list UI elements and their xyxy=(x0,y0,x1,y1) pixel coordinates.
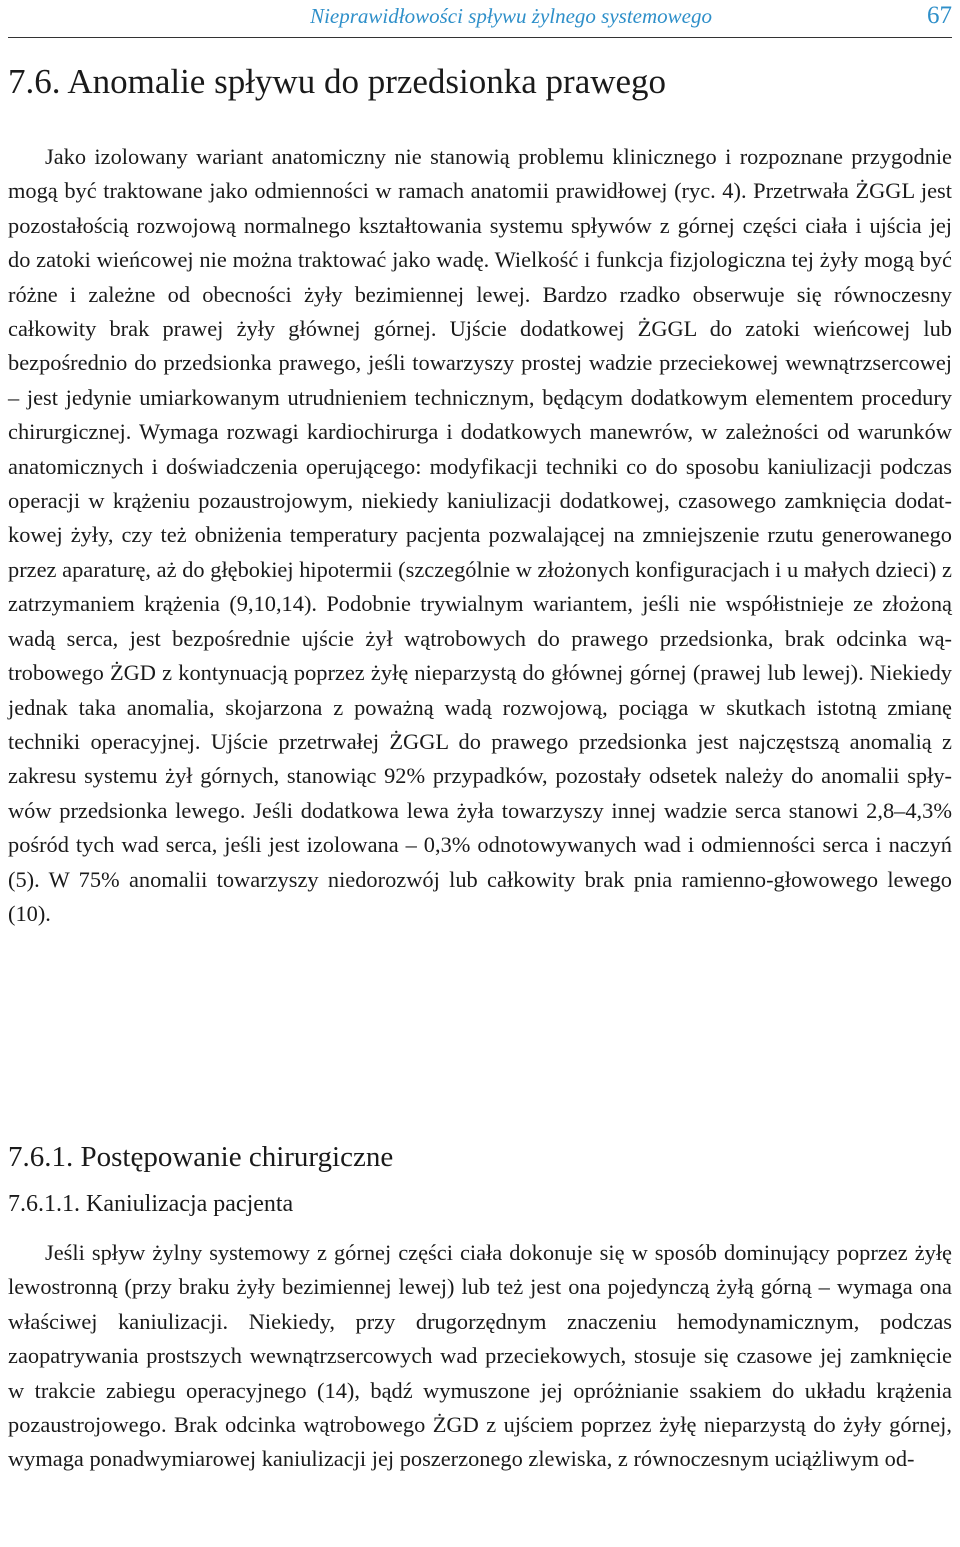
subsubsection-paragraph: Jeśli spływ żylny systemowy z górnej części ciała dokonuje się w sposób dominujący poprzez żyłę lewostronną (przy braku żyły bezimiennej lewej) lub też jest ona pojedynczą żyłą górną – wymaga ona właściwej kaniulizacji. Niekiedy, przy drugorzędnym znaczeniu hemodynamicznym, podczas zaopatrywania prostszych wewnątrzsercowych wad przeciekowych, stosuje się czasowe jej zamknięcie w trakcie zabiegu operacyjnego (14), bądź wymuszone jej opróżnianie ssakiem do układu krążenia pozaustrojowego. Brak odcinka wątrobowego ŻGD z ujściem poprzez żyłę nieparzystą do żyły górnej, wymaga ponadwymiarowej kaniulizacji jej poszerzonego zlewiska, z równoczesnym uciążliwym od- xyxy=(8,1240,952,1472)
section-heading: 7.6. Anomalie spływu do przedsionka prawego xyxy=(8,62,667,101)
page-number: 67 xyxy=(927,2,952,29)
subsubsection-heading: 7.6.1.1. Kaniulizacja pacjenta xyxy=(8,1191,294,1217)
header-rule xyxy=(8,37,952,38)
running-title: Nieprawidłowości spływu żylnego systemowego xyxy=(310,4,712,28)
running-header xyxy=(8,2,952,36)
section-paragraph: Jako izolowany wariant anatomiczny nie stanowią problemu klinicznego i rozpoznane przygodnie mogą być traktowane jako odmienności w ramach anatomii prawidłowej (ryc. 4). Przetrwała ŻGGL jest pozostałością rozwojową normalnego kształtowania systemu spływów z górnej części ciała i ujścia jej do zatoki wieńcowej nie można traktować jako wadę. Wielkość i funkcja fizjologiczna tej żyły mogą być różne i zależne od obecności żyły bezimiennej lewej. Bardzo rzadko obserwuje się równoczesny całkowity brak prawej żyły głównej górnej. Ujście dodatkowej ŻGGL do zatoki wieńcowej lub bezpośrednio do przedsionka prawego, jeśli towarzyszy prostej wadzie przeciekowej wewnątrzsercowej – jest jedynie umiarkowanym utrudnieniem technicznym, będącym dodatkowym elementem procedury chirurgicznej. Wymaga rozwagi kardiochirurga i dodatkowych manewrów, w zależności od warunków anatomicznych i doświadczenia operującego: modyfikacji techniki co do sposobu kaniulizacji podczas operacji w krążeniu pozaustrojowym, niekiedy kaniulizacji dodatkowej, czasowego zamknięcia dodatkowej żyły, czy też obniżenia temperatury pacjenta pozwalającej na zmniejszenie rzutu generowanego przez aparaturę, aż do głębokiej hipotermii (szczególnie w złożonych konfiguracjach i u małych dzieci) z zatrzymaniem krążenia (9,10,14). Podobnie trywialnym wariantem, jeśli nie współistnieje ze złożoną wadą serca, jest bezpośrednie ujście żył wątrobowych do prawego przedsionka, brak odcinka wątrobowego ŻGD z kontynuacją poprzez żyłę nieparzystą do głównej górnej (prawej lub lewej). Niekiedy jednak taka anomalia, skojarzona z poważną wadą rozwojową, pociąga w skutkach istotną zmianę techniki operacyjnej. Ujście przetrwałej ŻGGL do prawego przedsionka jest najczęstszą anomalią z zakresu systemu żył górnych, stanowiąc 92% przypadków, pozostały odsetek należy do anomalii spływów przedsionka lewego. Jeśli dodatkowa lewa żyła towarzyszy innej wadzie serca stanowi 2,8–4,3% pośród tych wad serca, jeśli jest izolowana – 0,3% odnotowywanych wad i odmienności serca i naczyń (5). W 75% anomalii towarzyszy niedorozwój lub całkowity brak pnia ramienno-głowowego lewego (10). xyxy=(8,144,952,926)
subsection-heading: 7.6.1. Postępowanie chirurgiczne xyxy=(8,1141,394,1173)
